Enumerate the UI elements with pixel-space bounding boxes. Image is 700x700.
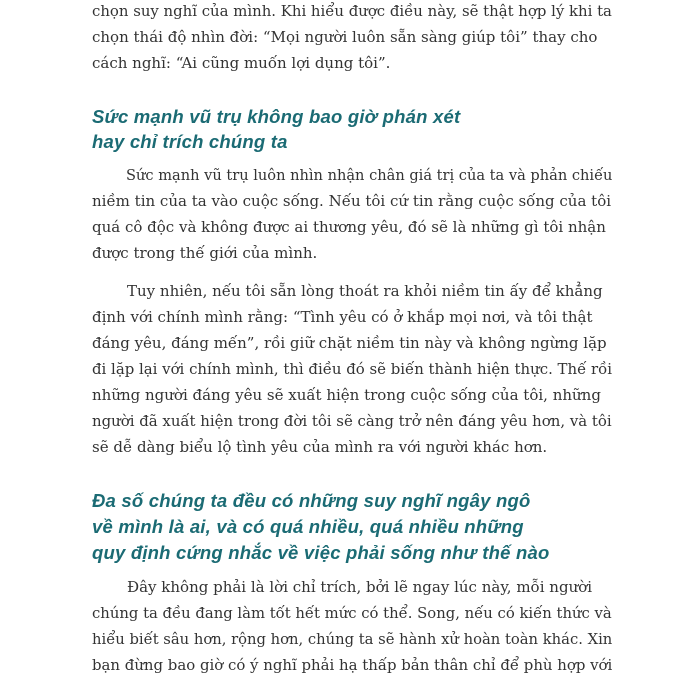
heading-line: về mình là ai, và có quá nhiều, quá nhiều những <box>92 516 524 537</box>
text-column <box>92 0 612 678</box>
text-line: chọn thái độ nhìn đời: “Mọi người luôn sẵn sàng giúp tôi” thay cho <box>92 28 598 46</box>
text-line: sẽ dễ dàng biểu lộ tình yêu của mình ra với người khác hơn. <box>92 438 548 456</box>
text-line: hiểu biết sâu hơn, rộng hơn, chúng ta sẽ hành xử hoàn toàn khác. Xin <box>92 630 613 648</box>
text-line: người đã xuất hiện trong đời tôi sẽ càng trở nên đáng yêu hơn, và tôi <box>92 412 612 430</box>
text-line: Tuy nhiên, nếu tôi sẵn lòng thoát ra khỏi niềm tin ấy để khẳng <box>127 282 603 300</box>
section-heading <box>92 488 612 566</box>
text-line: chọn suy nghĩ của mình. Khi hiểu được điều này, sẽ thật hợp lý khi ta <box>92 2 612 20</box>
text-line: Sức mạnh vũ trụ luôn nhìn nhận chân giá trị của ta và phản chiếu <box>126 166 613 184</box>
text-line: đáng yêu, đáng mến”, rồi giữ chặt niềm tin này và không ngừng lặp <box>92 334 607 352</box>
heading-line: Sức mạnh vũ trụ không bao giờ phán xét <box>92 106 461 127</box>
text-line: những người đáng yêu sẽ xuất hiện trong cuộc sống của tôi, những <box>92 386 601 404</box>
text-line: đi lặp lại với chính mình, thì điều đó sẽ biến thành hiện thực. Thế rồi <box>92 360 613 378</box>
text-line: định với chính mình rằng: “Tình yêu có ở khắp mọi nơi, và tôi thật <box>92 308 593 326</box>
heading-line: Đa số chúng ta đều có những suy nghĩ ngây ngô <box>92 490 531 511</box>
heading-line: hay chỉ trích chúng ta <box>92 131 288 152</box>
heading-line: quy định cứng nhắc về việc phải sống như thế nào <box>92 542 550 563</box>
body-paragraph <box>92 162 612 266</box>
text-line: cách nghĩ: “Ai cũng muốn lợi dụng tôi”. <box>92 54 391 72</box>
body-paragraph <box>92 278 612 460</box>
section-heading <box>92 104 612 154</box>
text-line: được trong thế giới của mình. <box>92 244 318 262</box>
text-line: Đây không phải là lời chỉ trích, bởi lẽ ngay lúc này, mỗi người <box>127 578 593 596</box>
text-line: bạn đừng bao giờ có ý nghĩ phải hạ thấp bản thân chỉ để phù hợp với <box>92 656 613 674</box>
text-line: niềm tin của ta vào cuộc sống. Nếu tôi cứ tin rằng cuộc sống của tôi <box>92 192 612 210</box>
body-paragraph <box>92 574 612 678</box>
intro-paragraph <box>92 0 612 76</box>
text-line: quá cô độc và không được ai thương yêu, đó sẽ là những gì tôi nhận <box>92 218 606 236</box>
text-line: chúng ta đều đang làm tốt hết mức có thể. Song, nếu có kiến thức và <box>92 604 612 622</box>
